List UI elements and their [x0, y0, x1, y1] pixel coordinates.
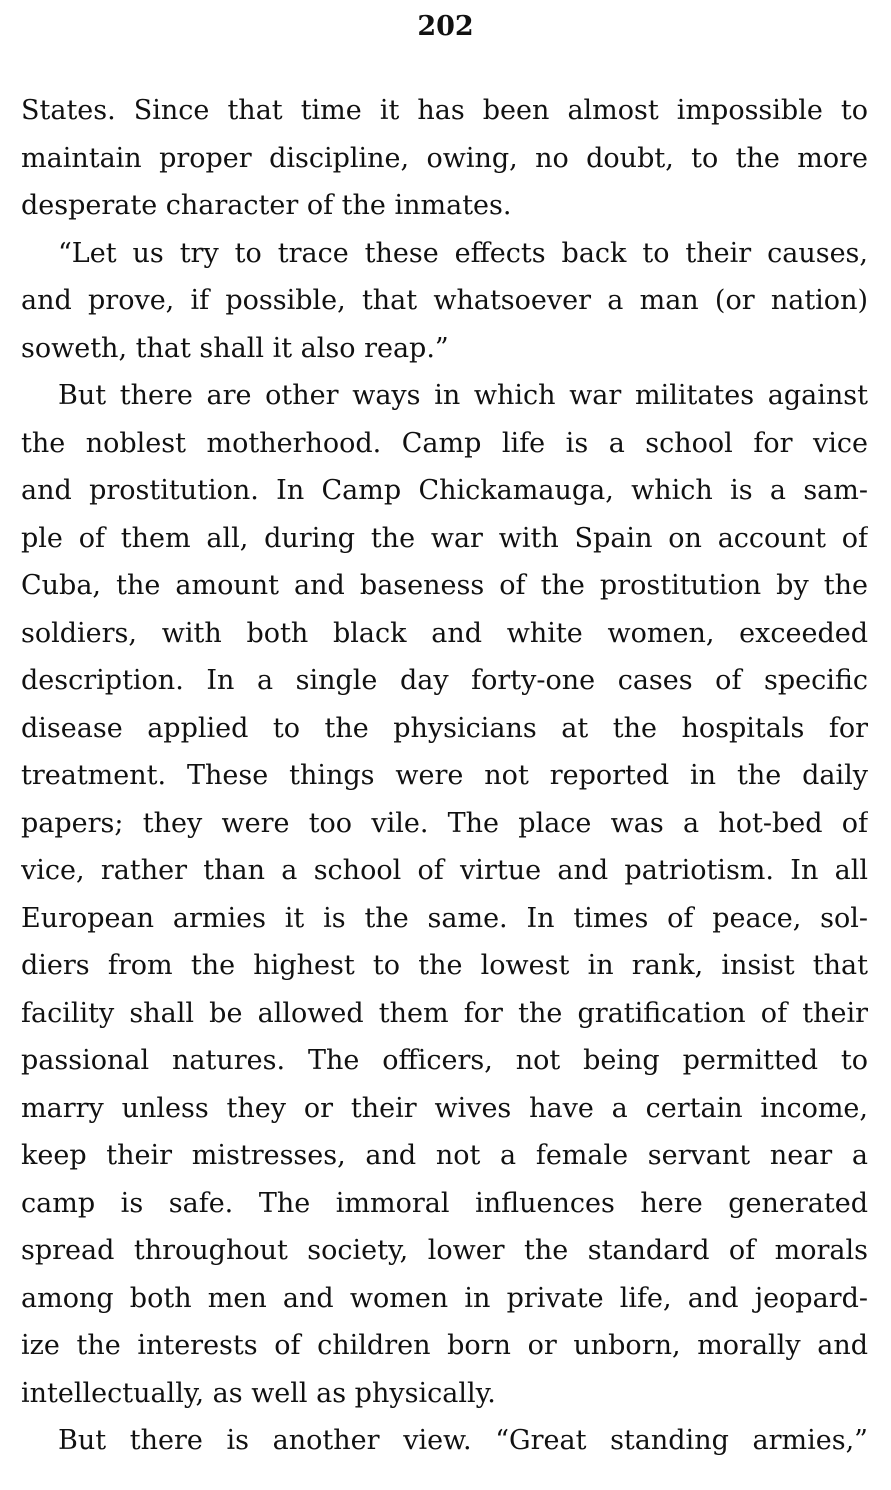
text-line: Cuba, the amount and baseness of the prostitution by the — [21, 570, 868, 601]
text-line: description. In a single day forty-one cases of specific — [21, 665, 868, 696]
text-line: diers from the highest to the lowest in rank, insist that — [21, 950, 868, 981]
text-line: treatment. These things were not reported in the daily — [21, 760, 868, 791]
text-line: soldiers, with both black and white women, exceeded — [21, 617, 868, 649]
text-line: “Let us try to trace these effects back to their causes, — [58, 237, 868, 269]
text-line: spread throughout society, lower the standard of morals — [21, 1235, 868, 1266]
text-line: vice, rather than a school of virtue and patriotism. In all — [21, 855, 868, 886]
text-line: passional natures. The officers, not being permitted to — [21, 1045, 868, 1076]
text-line: States. Since that time it has been almost impossible to — [21, 95, 868, 126]
text-line: But there is another view. “Great standing armies,” — [58, 1425, 868, 1456]
text-line: and prostitution. In Camp Chickamauga, which is a sam- — [21, 475, 868, 506]
text-line: among both men and women in private life, and jeopard- — [21, 1282, 868, 1314]
text-line: ple of them all, during the war with Spain on account of — [21, 522, 868, 554]
text-line: maintain proper discipline, owing, no doubt, to the more — [21, 142, 868, 174]
text-line: the noblest motherhood. Camp life is a school for vice — [21, 427, 868, 459]
text-line: papers; they were too vile. The place was a hot-bed of — [21, 807, 868, 839]
text-line: camp is safe. The immoral influences here generated — [21, 1187, 868, 1219]
text-line: European armies it is the same. In times of peace, sol- — [21, 902, 868, 934]
text-line: facility shall be allowed them for the gratification of their — [21, 997, 868, 1029]
text-line: keep their mistresses, and not a female servant near a — [21, 1140, 868, 1171]
body-text — [21, 87, 868, 1465]
text-line: marry unless they or their wives have a certain income, — [21, 1092, 868, 1124]
text-line: But there are other ways in which war militates against — [58, 380, 868, 411]
text-line: soweth, that shall it also reap.” — [21, 332, 449, 364]
page-number: 202 — [417, 11, 474, 42]
text-line: intellectually, as well as physically. — [21, 1377, 496, 1409]
text-line: disease applied to the physicians at the hospitals for — [21, 712, 868, 744]
text-line: desperate character of the inmates. — [21, 190, 512, 221]
text-line: and prove, if possible, that whatsoever a man (or nation) — [21, 285, 868, 316]
text-line: ize the interests of children born or unborn, morally and — [21, 1330, 868, 1361]
